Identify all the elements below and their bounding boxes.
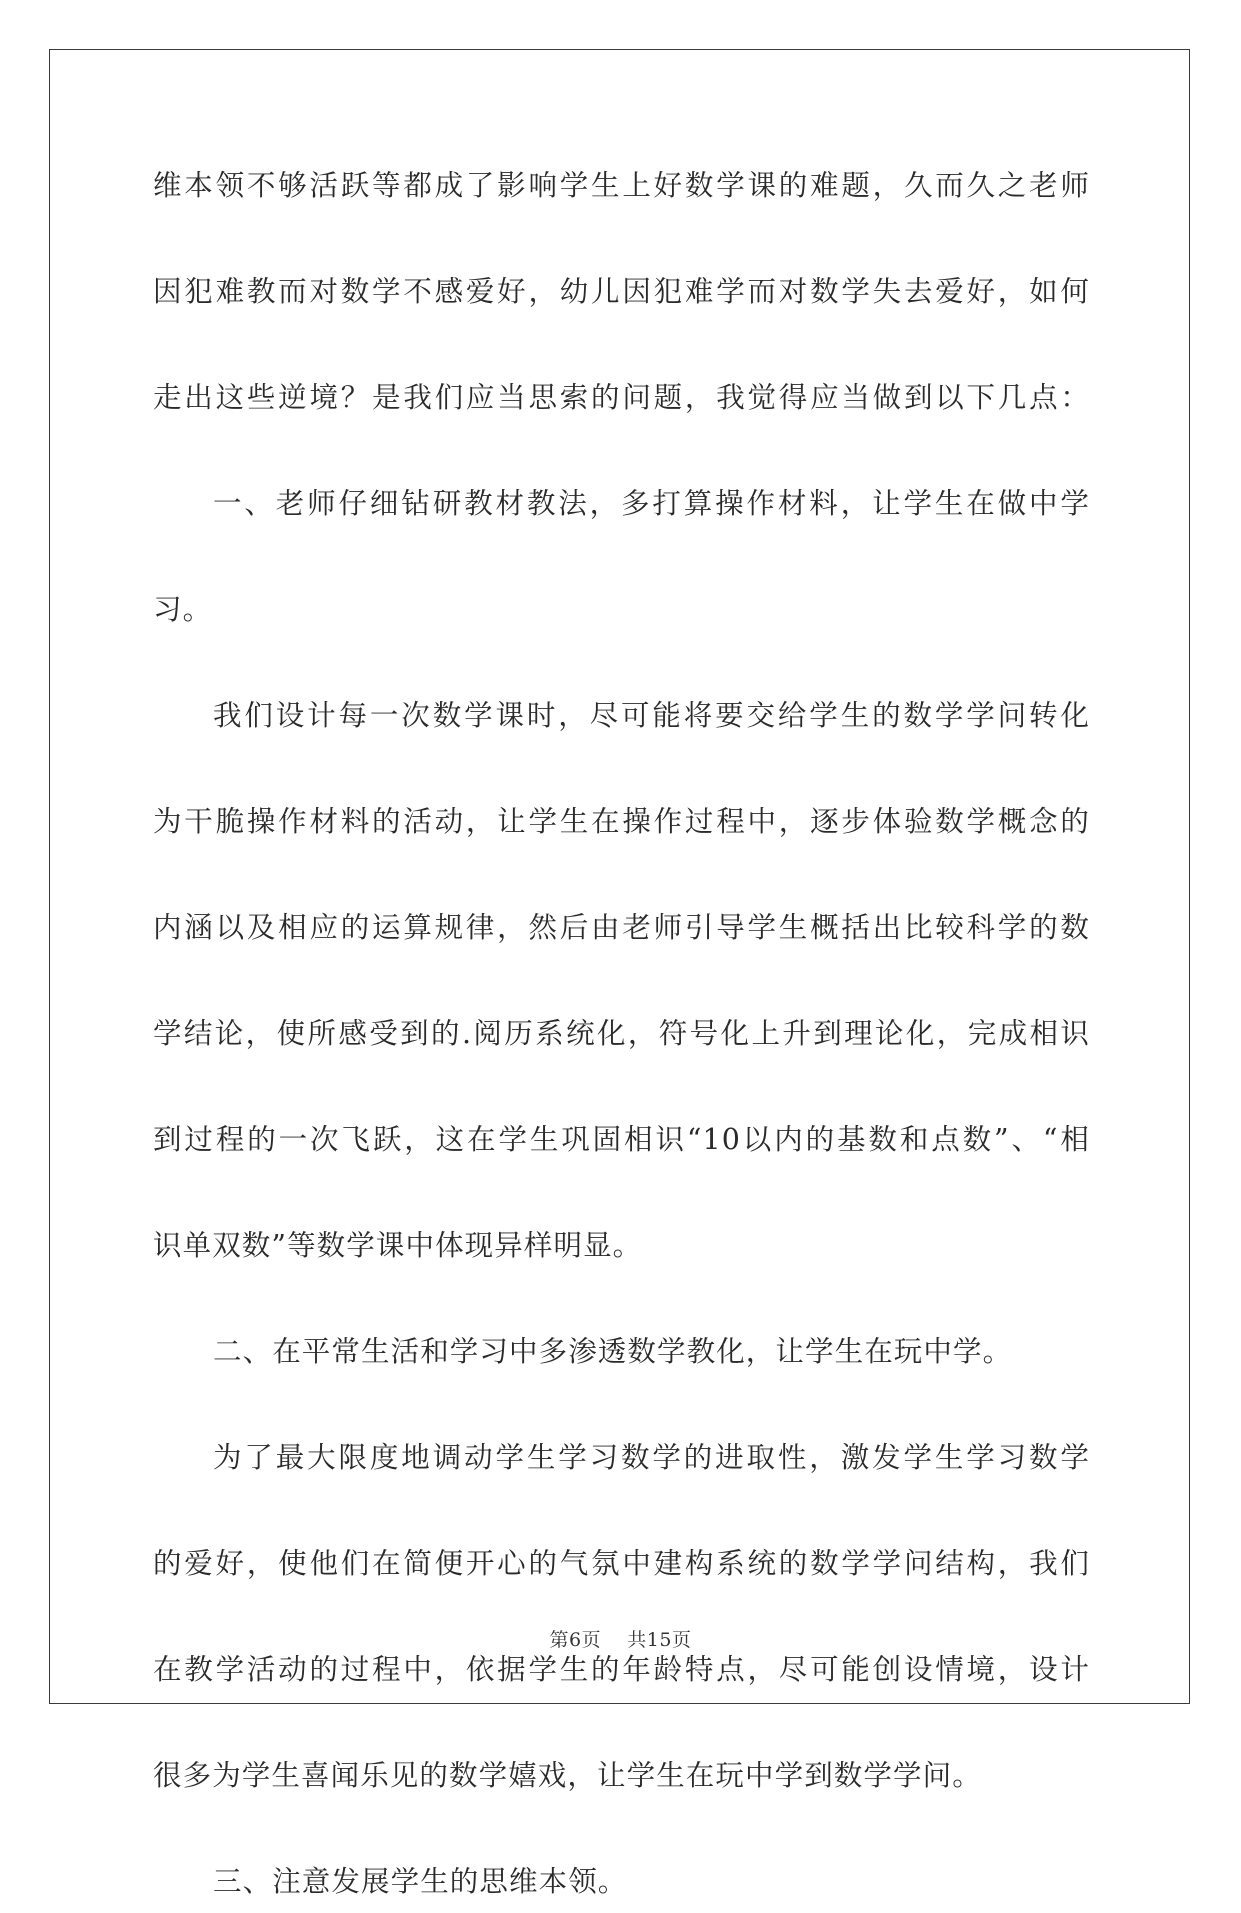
page-total: 共15页 [627, 1629, 692, 1651]
text-line: 学结论，使所感受到的.阅历系统化，符号化上升到理论化，完成相识 [153, 1017, 1090, 1050]
text-line: 走出这些逆境？是我们应当思索的问题，我觉得应当做到以下几点： [153, 381, 1090, 414]
page-footer [0, 1625, 1241, 1652]
text-line: 一、老师仔细钻研教材教法，多打算操作材料，让学生在做中学 [213, 487, 1090, 520]
text-line: 内涵以及相应的运算规律，然后由老师引导学生概括出比较科学的数 [153, 911, 1090, 944]
text-line: 二、在平常生活和学习中多渗透数学教化，让学生在玩中学。 [213, 1335, 1013, 1368]
text-line: 在教学活动的过程中，依据学生的年龄特点，尽可能创设情境，设计 [153, 1653, 1090, 1686]
text-line: 因犯难教而对数学不感爱好，幼儿因犯难学而对数学失去爱好，如何 [153, 275, 1090, 308]
text-line: 到过程的一次飞跃，这在学生巩固相识“10以内的基数和点数”、“相 [153, 1123, 1090, 1156]
text-line: 习。 [153, 593, 213, 626]
text-line: 我们设计每一次数学课时，尽可能将要交给学生的数学学问转化 [213, 699, 1090, 732]
text-line: 为了最大限度地调动学生学习数学的进取性，激发学生学习数学 [213, 1441, 1090, 1474]
text-line: 的爱好，使他们在简便开心的气氛中建构系统的数学学问结构，我们 [153, 1547, 1090, 1580]
text-line: 三、注意发展学生的思维本领。 [213, 1865, 628, 1898]
page-number: 第6页 [549, 1629, 602, 1651]
text-line: 维本领不够活跃等都成了影响学生上好数学课的难题，久而久之老师 [153, 169, 1090, 202]
text-line: 为干脆操作材料的活动，让学生在操作过程中，逐步体验数学概念的 [153, 805, 1090, 838]
text-line: 很多为学生喜闻乐见的数学嬉戏，让学生在玩中学到数学学问。 [153, 1759, 982, 1792]
text-line: 识单双数”等数学课中体现异样明显。 [153, 1229, 643, 1262]
